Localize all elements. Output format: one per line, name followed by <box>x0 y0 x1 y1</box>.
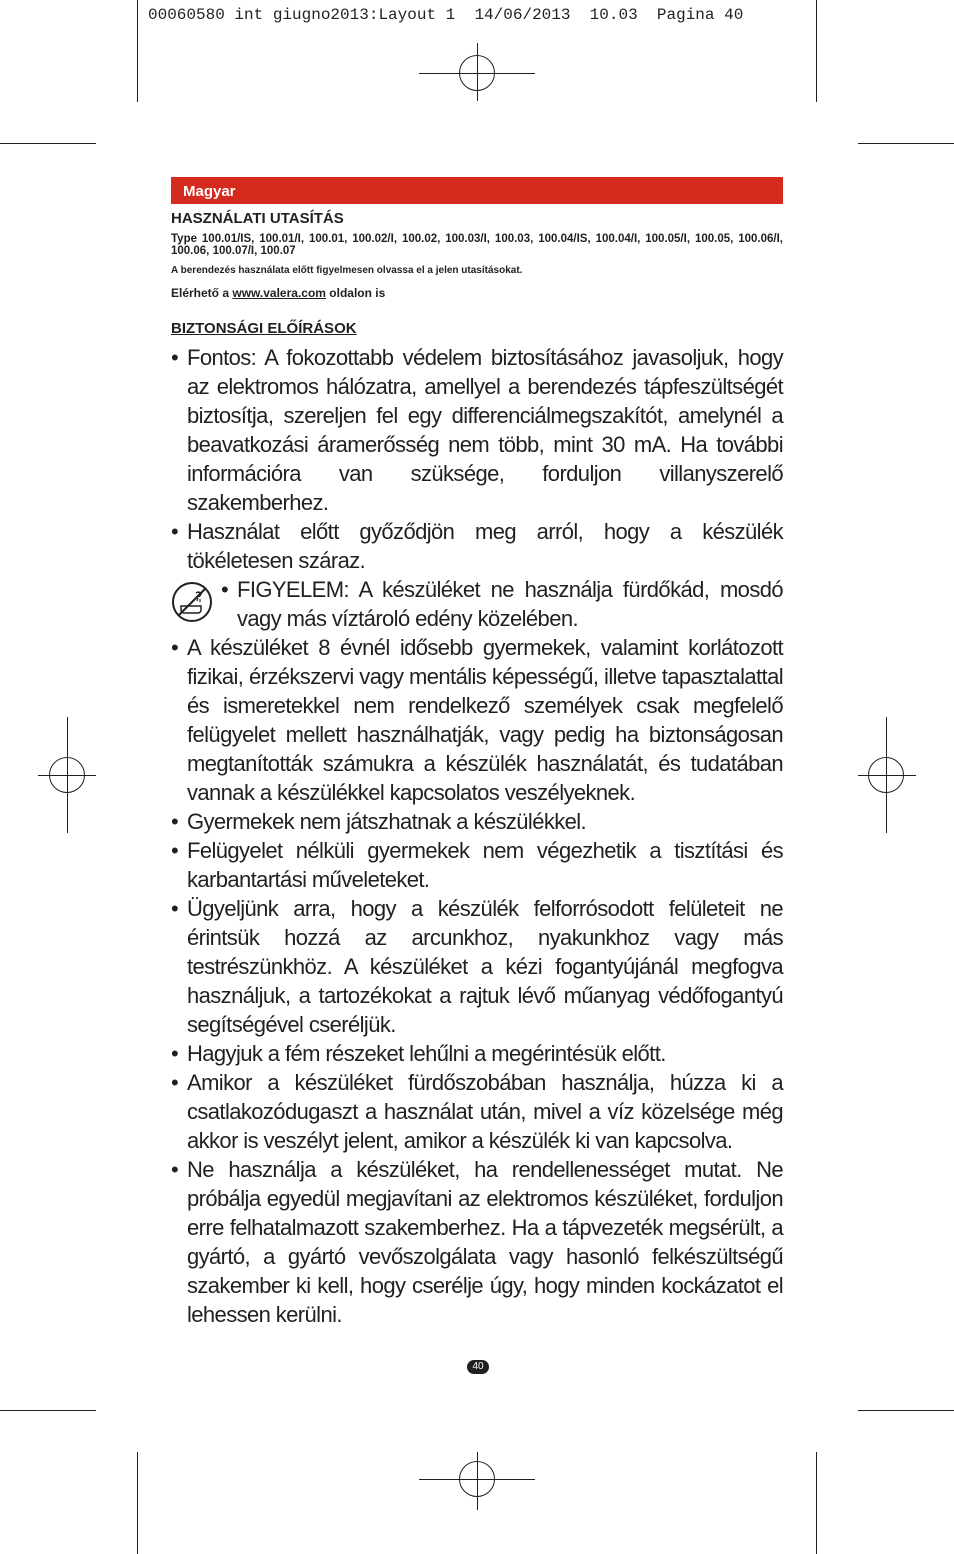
safety-list <box>171 343 783 1329</box>
list-item-text: Gyermekek nem játszhatnak a készülékkel. <box>187 809 587 834</box>
website-prefix: Elérhető a <box>171 286 233 300</box>
bullet: • <box>171 838 179 863</box>
language-bar: Magyar <box>171 177 783 204</box>
list-item-warning <box>171 575 783 633</box>
printer-slug: 00060580 int giugno2013:Layout 1 14/06/2013 10.03 Pagina 40 <box>148 6 744 24</box>
list-item-text: Ne használja a készüléket, ha rendellenességet mutat. Ne próbálja egyedül megjavítani az elektromos készüléket, forduljon erre felhatalmazott szakemberhez. Ha a tápvezeték megsérült, a gyártó, a gyártó vevőszolgálata vagy hasonló felkészültségű szakember ki kell, hogy cserélje úgy, hogy minden kockázatot el lehessen kerülni. <box>187 1157 783 1327</box>
list-item-text: Ügyeljünk arra, hogy a készülék felforrósodott felületeit ne érintsük hozzá az arcunkhoz, nyakunkhoz vagy más testrészünkhöz. A készüléket a kézi fogantyújánál megfogva használjuk, a tartozékokat a rajtuk lévő műanyag védőfogantyú segítségével cseréljük. <box>187 896 783 1037</box>
bullet: • <box>171 1157 179 1182</box>
section-title: BIZTONSÁGI ELŐÍRÁSOK <box>171 320 357 337</box>
list-item-text: Amikor a készüléket fürdőszobában használja, húzza ki a csatlakozódugaszt a használat után, mivel a víz közelsége még akkor is veszélyt jelent, amikor a készülék ki van kapcsolva. <box>187 1070 783 1153</box>
bullet: • <box>171 1041 179 1066</box>
list-item <box>171 807 783 836</box>
read-instructions-notice: A berendezés használata előtt figyelmesen olvassa el a jelen utasításokat. <box>171 265 523 276</box>
bullet: • <box>171 345 179 370</box>
model-list: Type 100.01/IS, 100.01/I, 100.01, 100.02/I, 100.02, 100.03/I, 100.03, 100.04/IS, 100.04/I, 100.05/I, 100.05, 100.06/I, 100.06, 100.07/I, 100.07 <box>171 233 783 257</box>
document-title: HASZNÁLATI UTASÍTÁS <box>171 210 344 227</box>
website-note <box>171 286 385 300</box>
bullet: • <box>171 1070 179 1095</box>
list-item <box>171 894 783 1039</box>
list-item <box>171 1155 783 1329</box>
page-number: 40 <box>467 1360 489 1374</box>
list-item-text: Hagyjuk a fém részeket lehűlni a megérintésük előtt. <box>187 1041 666 1066</box>
list-item-text: FIGYELEM: A készüléket ne használja fürdőkád, mosdó vagy más víztároló edény közelében. <box>237 577 783 631</box>
list-item-text: Fontos: A fokozottabb védelem biztosításához javasoljuk, hogy az elektromos hálózatra, amellyel a berendezés tápfeszültségét biztosítja, szereljen fel egy differenciálmegszakítót, amelynél a beavatkozási áramerősség nem több, mint 30 mA. Ha további információra van szüksége, forduljon villanyszerelő szakemberhez. <box>187 345 783 515</box>
list-item <box>171 343 783 517</box>
list-item <box>171 517 783 575</box>
bullet: • <box>171 635 179 660</box>
list-item-text: Használat előtt győződjön meg arról, hogy a készülék tökéletesen száraz. <box>187 519 783 573</box>
list-item-text: A készüléket 8 évnél idősebb gyermekek, valamint korlátozott fizikai, érzékszervi vagy mentális képességű, illetve tapasztalattal és ismeretekkel nem rendelkező személyek csak megfelelő felügyelet mellett használhatják, vagy pedig ha biztonságosan megtanították számukra a készülék használatát, és tudatában vannak a készülékkel kapcsolatos veszélyeknek. <box>187 635 783 805</box>
bullet: • <box>171 896 179 921</box>
bullet: • <box>171 809 179 834</box>
list-item-text: Felügyelet nélküli gyermekek nem végezhetik a tisztítási és karbantartási műveleteket. <box>187 838 783 892</box>
website-suffix: oldalon is <box>325 286 386 300</box>
bullet: • <box>171 519 179 544</box>
website-link[interactable]: www.valera.com <box>232 286 326 300</box>
list-item <box>171 836 783 894</box>
no-water-near-bathtub-icon <box>171 581 213 623</box>
list-item <box>171 1039 783 1068</box>
list-item <box>171 633 783 807</box>
list-item <box>171 1068 783 1155</box>
bullet: • <box>221 577 229 602</box>
